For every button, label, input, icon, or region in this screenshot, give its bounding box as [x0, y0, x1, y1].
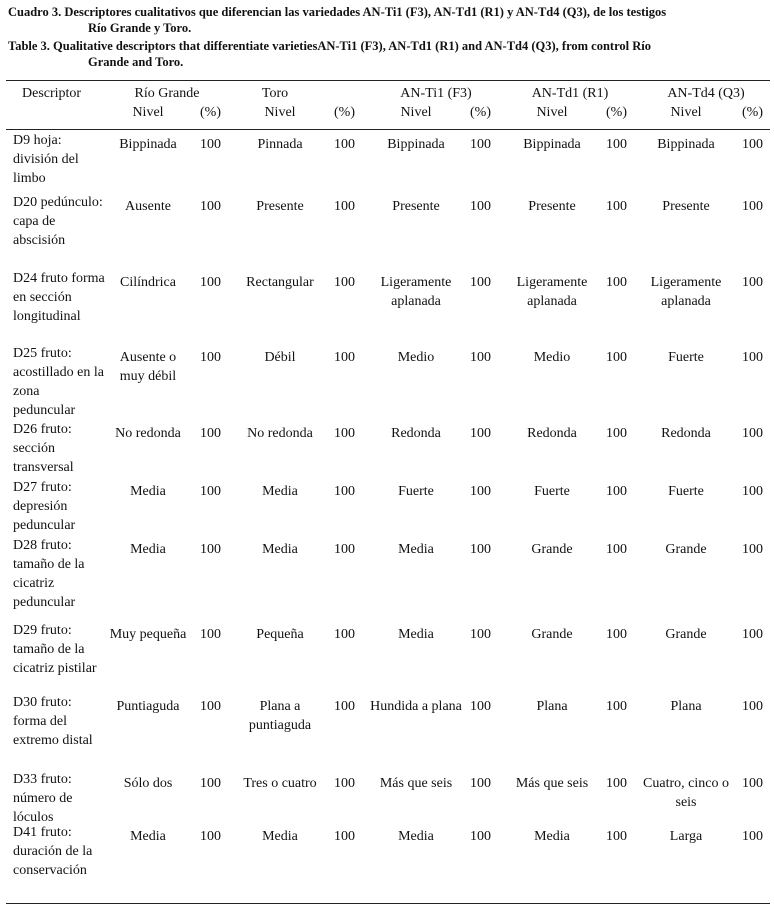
- row-nivel-value: Bippinada: [657, 137, 715, 152]
- row-nivel-value: Bippinada: [387, 137, 445, 152]
- row-percent-value: 100: [334, 484, 355, 499]
- row-percent-value: 100: [334, 350, 355, 365]
- caption-en-line-2: Grande and Toro.: [88, 55, 184, 69]
- row-percent-value: 100: [470, 350, 491, 365]
- row-nivel-value: Grande: [665, 542, 707, 557]
- header-nivel: Nivel: [670, 105, 702, 120]
- row-nivel-value: Media: [534, 829, 570, 844]
- caption-es-line-1: Cuadro 3. Descriptores cualitativos que diferencian las variedades AN-Ti1 (F3), AN-Td1 (R1) y AN-Td4 (Q3), de los testigos: [8, 5, 667, 19]
- row-nivel-value: Bippinada: [119, 137, 177, 152]
- row-nivel-value: Media: [130, 484, 166, 499]
- header-group-toro: Toro: [261, 86, 289, 101]
- row-nivel-value: Plana: [536, 699, 568, 714]
- row-percent-value: 100: [742, 699, 763, 714]
- caption-es-line-2: Río Grande y Toro.: [88, 21, 192, 35]
- row-percent-value: 100: [742, 350, 763, 365]
- row-nivel-value: Media: [130, 542, 166, 557]
- row-percent-value: 100: [470, 426, 491, 441]
- row-percent-value: 100: [606, 199, 627, 214]
- row-percent-value: 100: [606, 542, 627, 557]
- row-nivel-value: Plana: [670, 699, 702, 714]
- row-percent-value: 100: [470, 484, 491, 499]
- row-percent-value: 100: [742, 776, 763, 791]
- row-nivel-value: Fuerte: [668, 484, 704, 499]
- caption-en-line-1: Table 3. Qualitative descriptors that differentiate varietiesAN-Ti1 (F3), AN-Td1 (R1) and AN-Td4 (Q3), from control Río: [8, 39, 652, 53]
- row-nivel-value: Ausente: [125, 199, 171, 214]
- row-percent-value: 100: [334, 542, 355, 557]
- row-percent-value: 100: [200, 484, 221, 499]
- row-nivel-value: Media: [262, 829, 298, 844]
- row-percent-value: 100: [200, 426, 221, 441]
- row-percent-value: 100: [606, 137, 627, 152]
- row-percent-value: 100: [742, 627, 763, 642]
- table-bottom-rule: [6, 903, 770, 904]
- row-nivel-value: Más que seis: [515, 776, 589, 791]
- row-percent-value: 100: [200, 350, 221, 365]
- row-descriptor: D27 fruto: depresión peduncular: [13, 480, 76, 533]
- header-descriptor: Descriptor: [22, 86, 82, 101]
- row-nivel-value: Fuerte: [668, 350, 704, 365]
- header-percent: (%): [200, 105, 221, 120]
- row-nivel-value: Presente: [528, 199, 576, 214]
- header-group-an-ti1: AN-Ti1 (F3): [400, 86, 472, 101]
- row-percent-value: 100: [470, 137, 491, 152]
- row-nivel-value: Grande: [665, 627, 707, 642]
- row-descriptor: D20 pedúnculo: capa de abscisión: [13, 195, 103, 248]
- row-nivel-value: Larga: [669, 829, 703, 844]
- row-percent-value: 100: [742, 199, 763, 214]
- row-percent-value: 100: [200, 199, 221, 214]
- header-nivel: Nivel: [132, 105, 164, 120]
- row-nivel-value: Débil: [264, 350, 296, 365]
- row-nivel-value: Redonda: [527, 426, 577, 441]
- row-percent-value: 100: [606, 484, 627, 499]
- row-percent-value: 100: [200, 829, 221, 844]
- row-percent-value: 100: [334, 829, 355, 844]
- row-percent-value: 100: [742, 829, 763, 844]
- row-percent-value: 100: [470, 542, 491, 557]
- row-nivel-value: Hundida a plana: [370, 699, 462, 714]
- row-percent-value: 100: [606, 426, 627, 441]
- row-nivel-value: Ausente o muy débil: [119, 350, 177, 384]
- table-caption-english: [8, 38, 770, 70]
- row-percent-value: 100: [742, 484, 763, 499]
- row-percent-value: 100: [334, 699, 355, 714]
- row-percent-value: 100: [606, 829, 627, 844]
- row-nivel-value: Medio: [397, 350, 435, 365]
- row-percent-value: 100: [200, 137, 221, 152]
- row-nivel-value: Media: [130, 829, 166, 844]
- row-nivel-value: Grande: [531, 542, 573, 557]
- header-percent: (%): [470, 105, 491, 120]
- row-percent-value: 100: [334, 627, 355, 642]
- row-descriptor: D9 hoja: división del limbo: [13, 133, 79, 186]
- row-percent-value: 100: [470, 699, 491, 714]
- row-percent-value: 100: [334, 776, 355, 791]
- row-nivel-value: Medio: [533, 350, 571, 365]
- row-nivel-value: Pequeña: [256, 627, 304, 642]
- row-nivel-value: Redonda: [661, 426, 711, 441]
- row-percent-value: 100: [200, 699, 221, 714]
- row-nivel-value: Presente: [392, 199, 440, 214]
- row-nivel-value: Rectangular: [246, 275, 314, 290]
- row-percent-value: 100: [200, 542, 221, 557]
- row-percent-value: 100: [606, 350, 627, 365]
- row-descriptor: D26 fruto: sección transversal: [13, 422, 74, 475]
- header-nivel: Nivel: [264, 105, 296, 120]
- row-nivel-value: Muy pequeña: [109, 627, 187, 642]
- row-nivel-value: Puntiaguda: [116, 699, 180, 714]
- table-header-rule: [6, 129, 770, 130]
- row-percent-value: 100: [334, 426, 355, 441]
- row-percent-value: 100: [470, 275, 491, 290]
- row-percent-value: 100: [470, 829, 491, 844]
- row-nivel-value: Fuerte: [398, 484, 434, 499]
- row-nivel-value: Ligeramente aplanada: [650, 275, 722, 309]
- row-percent-value: 100: [334, 199, 355, 214]
- header-nivel: Nivel: [536, 105, 568, 120]
- row-percent-value: 100: [470, 627, 491, 642]
- row-nivel-value: No redonda: [115, 426, 181, 441]
- row-nivel-value: Grande: [531, 627, 573, 642]
- row-percent-value: 100: [470, 199, 491, 214]
- row-nivel-value: Media: [398, 829, 434, 844]
- row-nivel-value: Plana a puntiaguda: [248, 699, 312, 733]
- row-percent-value: 100: [606, 776, 627, 791]
- row-percent-value: 100: [742, 426, 763, 441]
- row-percent-value: 100: [606, 275, 627, 290]
- row-descriptor: D29 fruto: tamaño de la cicatriz pistilar: [13, 623, 97, 676]
- row-nivel-value: Pinnada: [257, 137, 303, 152]
- row-nivel-value: Media: [398, 542, 434, 557]
- row-nivel-value: Sólo dos: [123, 776, 173, 791]
- row-nivel-value: Media: [262, 542, 298, 557]
- row-nivel-value: Media: [398, 627, 434, 642]
- row-percent-value: 100: [334, 275, 355, 290]
- row-percent-value: 100: [742, 275, 763, 290]
- row-descriptor: D25 fruto: acostillado en la zona peduncular: [13, 346, 104, 418]
- row-nivel-value: Cilíndrica: [120, 275, 176, 290]
- row-descriptor: D28 fruto: tamaño de la cicatriz peduncular: [13, 538, 85, 610]
- header-group-rio-grande: Río Grande: [134, 86, 200, 101]
- row-nivel-value: Cuatro, cinco o seis: [643, 776, 729, 810]
- row-descriptor: D33 fruto: número de lóculos: [13, 772, 73, 825]
- row-descriptor: D30 fruto: forma del extremo distal: [13, 695, 93, 748]
- row-nivel-value: Ligeramente aplanada: [380, 275, 452, 309]
- row-percent-value: 100: [334, 137, 355, 152]
- row-nivel-value: Presente: [256, 199, 304, 214]
- table-caption-spanish: [8, 4, 770, 36]
- row-percent-value: 100: [200, 776, 221, 791]
- row-percent-value: 100: [606, 627, 627, 642]
- row-percent-value: 100: [606, 699, 627, 714]
- header-group-an-td1: AN-Td1 (R1): [531, 86, 609, 101]
- row-nivel-value: Ligeramente aplanada: [516, 275, 588, 309]
- row-nivel-value: Más que seis: [379, 776, 453, 791]
- row-percent-value: 100: [470, 776, 491, 791]
- row-nivel-value: Bippinada: [523, 137, 581, 152]
- row-nivel-value: Tres o cuatro: [243, 776, 317, 791]
- row-descriptor: D41 fruto: duración de la conservación: [13, 825, 93, 878]
- row-nivel-value: Presente: [662, 199, 710, 214]
- row-percent-value: 100: [742, 137, 763, 152]
- header-percent: (%): [742, 105, 763, 120]
- table-top-rule: [6, 80, 770, 81]
- row-nivel-value: Redonda: [391, 426, 441, 441]
- row-percent-value: 100: [742, 542, 763, 557]
- header-percent: (%): [606, 105, 627, 120]
- row-nivel-value: No redonda: [247, 426, 313, 441]
- row-percent-value: 100: [200, 275, 221, 290]
- row-descriptor: D24 fruto forma en sección longitudinal: [13, 271, 105, 324]
- row-percent-value: 100: [200, 627, 221, 642]
- row-nivel-value: Media: [262, 484, 298, 499]
- row-nivel-value: Fuerte: [534, 484, 570, 499]
- header-group-an-td4: AN-Td4 (Q3): [667, 86, 745, 101]
- header-nivel: Nivel: [400, 105, 432, 120]
- header-percent: (%): [334, 105, 355, 120]
